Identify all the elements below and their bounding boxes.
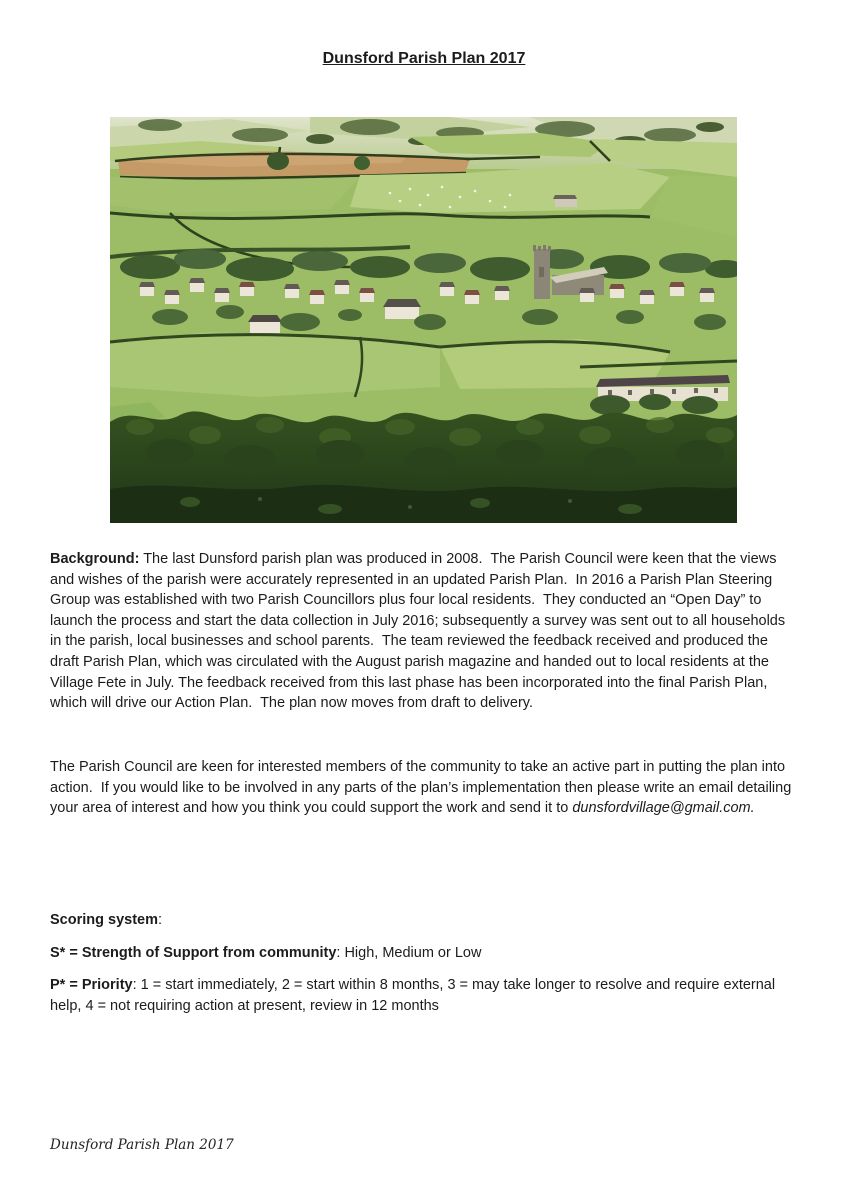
contact-email: dunsfordvillage@gmail.com	[572, 800, 751, 817]
page-title	[0, 50, 848, 68]
support-score-line	[50, 943, 794, 964]
contact-email-period: .	[750, 800, 755, 817]
support-score-values: : High, Medium or Low	[336, 945, 482, 961]
background-text: The last Dunsford parish plan was produced in 2008. The Parish Council were keen that the views and wishes of the parish were accurately represented in an updated Parish Plan. In 2016 a Parish Plan Steering Group was established with two Parish Councillors plus four local residents. They conducted an “Open Day” to launch the process and start the data collection in July 2016; subsequently a survey was sent out to all households in the parish, local businesses and school parents. The team reviewed the feedback received and produced the draft Parish Plan, which was circulated with the August parish magazine and handed out to local residents at the Village Fete in July. The feedback received from this last phase has been incorporated into the final Parish Plan, which will drive our Action Plan. The plan now moves from draft to delivery.	[50, 551, 790, 712]
support-score-label: S* = Strength of Support from community	[50, 945, 337, 961]
scoring-heading-colon: :	[158, 912, 163, 928]
background-paragraph	[50, 549, 794, 714]
priority-score-line	[50, 975, 794, 1016]
scoring-heading-bold: Scoring system	[50, 912, 158, 928]
page-title-text: Dunsford Parish Plan 2017	[322, 50, 526, 67]
involvement-text: The Parish Council are keen for interested members of the community to take an active part in putting the plan into action. If you would like to be involved in any parts of the plan’s implementation then please write an email detailing your area of interest and how you think you could support the work and send it to	[50, 759, 796, 817]
involvement-paragraph	[50, 757, 794, 819]
priority-score-label: P* = Priority	[50, 977, 133, 993]
page-footer	[50, 1137, 234, 1153]
village-aerial-photo	[110, 117, 737, 523]
page-footer-text: Dunsford Parish Plan 2017	[50, 1137, 234, 1153]
scoring-system-heading	[50, 910, 794, 931]
background-label: Background:	[50, 551, 140, 567]
village-photo-illustration	[110, 117, 737, 523]
priority-score-values: : 1 = start immediately, 2 = start within 8 months, 3 = may take longer to resolve and require external help, 4 = not requiring action at present, review in 12 months	[50, 977, 780, 1014]
